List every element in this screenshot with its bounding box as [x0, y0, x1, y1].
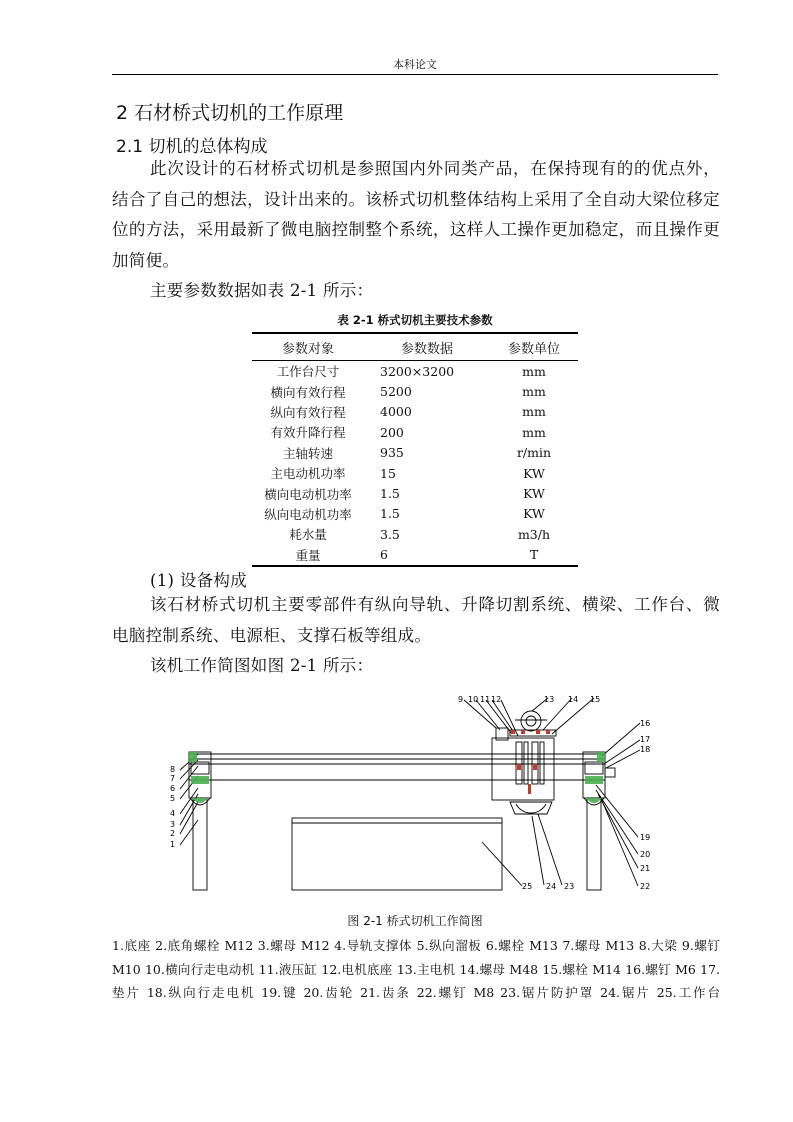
callout-label: 14	[568, 695, 579, 704]
table-intro-paragraph: 主要参数数据如表 2-1 所示：	[150, 281, 374, 300]
table-cell: 3200×3200	[380, 363, 455, 379]
table-cell: 重量	[252, 545, 364, 566]
table-cell: 耗水量	[289, 527, 327, 543]
callout-label: 1	[170, 840, 176, 849]
table-cell: mm	[522, 424, 546, 440]
callout-label: 8	[170, 765, 176, 774]
callout-labels	[170, 695, 650, 891]
table-row	[252, 463, 578, 483]
table-cell: KW	[523, 486, 545, 502]
figure-intro-paragraph: 该机工作简图如图 2-1 所示：	[150, 656, 374, 675]
table-cell: 200	[380, 424, 404, 440]
callout-label: 25	[522, 882, 533, 891]
header-rule	[112, 74, 718, 75]
main-motor	[521, 711, 541, 731]
table-cell: mm	[522, 384, 546, 400]
callout-label: 11	[480, 695, 491, 704]
section-title: 2 石材桥式切机的工作原理	[116, 102, 344, 124]
longitudinal-motor	[605, 768, 615, 777]
table-caption: 表 2-1 桥式切机主要技术参数	[337, 313, 493, 327]
table-row	[252, 483, 578, 503]
callout-label: 3	[170, 820, 176, 829]
saw-blade	[516, 804, 546, 813]
callout-label: 2	[170, 829, 176, 838]
motor-bolt-highlight	[511, 730, 515, 734]
table-cell: 有效升降行程	[270, 425, 346, 441]
intro-paragraph: 此次设计的石材桥式切机是参照国内外同类产品，在保持现有的的优点外，结合了自己的想法，设计出来的。该桥式切机整体结构上采用了全自动大梁位移定位的方法，采用最新了微电脑控制整个系统，这样人工操作更加稳定，而且操作更加简便。	[112, 159, 720, 270]
callout-label: 20	[640, 850, 651, 859]
subsection-title: 2.1 切机的总体构成	[116, 137, 268, 157]
callout-label: 10	[468, 695, 479, 704]
table-cell: 纵向有效行程	[270, 404, 346, 420]
table-cell: 1.5	[380, 486, 400, 502]
blade-guard	[510, 802, 552, 814]
table-row	[252, 422, 578, 442]
callout-label: 21	[640, 864, 651, 873]
table-cell: 15	[380, 465, 396, 481]
table-cell: 4000	[380, 404, 412, 420]
table-cell: mm	[522, 404, 546, 420]
table-cell: r/min	[516, 445, 552, 461]
column-header: 参数对象	[252, 333, 364, 361]
table-cell: KW	[523, 506, 545, 522]
callout-label: 9	[458, 695, 464, 704]
table-row	[252, 381, 578, 401]
callout-label: 24	[546, 882, 557, 891]
callout-label: 23	[564, 882, 575, 891]
callout-label: 15	[590, 695, 601, 704]
callout-label: 5	[170, 794, 176, 803]
page-header: 本科论文	[393, 58, 437, 71]
callout-label: 18	[640, 745, 651, 754]
table-cell: 纵向电动机功率	[264, 506, 352, 522]
work-table	[292, 818, 502, 890]
table-cell: 横向有效行程	[270, 384, 346, 400]
callout-label: 13	[544, 695, 555, 704]
table-cell: 主电动机功率	[270, 466, 346, 482]
left-base-column	[193, 798, 207, 890]
callout-label: 22	[640, 882, 651, 891]
list-item-equipment: (1) 设备构成	[150, 571, 248, 590]
table-cell: 工作台尺寸	[276, 364, 340, 380]
table-cell: 横向电动机功率	[264, 486, 352, 502]
callout-label: 12	[491, 695, 502, 704]
table-cell: 935	[380, 445, 404, 461]
table-cell: 主轴转速	[282, 445, 333, 461]
column-header: 参数单位	[490, 333, 578, 361]
left-bracket-highlight	[189, 752, 197, 762]
hydraulic-cylinder	[516, 742, 522, 784]
callout-label: 4	[170, 809, 176, 818]
callout-label: 16	[640, 719, 651, 728]
table-header-row	[252, 333, 578, 361]
callout-label: 6	[170, 784, 176, 793]
table-cell: m3/h	[517, 526, 551, 542]
cutting-carriage	[492, 738, 554, 800]
table-cell: KW	[523, 465, 545, 481]
table-row	[252, 504, 578, 524]
table-cell: T	[490, 545, 578, 566]
right-bracket-highlight	[597, 752, 605, 762]
table-row	[252, 361, 578, 382]
table-row	[252, 545, 578, 566]
table-cell: 6	[364, 545, 490, 566]
table-cell: 3.5	[380, 526, 400, 542]
parameter-table	[252, 332, 578, 567]
table-cell: 5200	[380, 384, 412, 400]
figure-caption: 图 2-1 桥式切机工作简图	[347, 914, 483, 928]
components-paragraph: 该石材桥式切机主要零部件有纵向导轨、升降切割系统、横梁、工作台、微电脑控制系统、电源柜、支撑石板等组成。	[112, 595, 720, 645]
callout-label: 7	[170, 774, 176, 783]
table-cell: mm	[522, 363, 546, 379]
bridge-saw-diagram	[160, 690, 660, 900]
column-header: 参数数据	[364, 333, 490, 361]
figure-legend: 1.底座 2.底角螺栓 M12 3.螺母 M12 4.导轨支撑体 5.纵向溜板 6.螺栓 M13 7.螺母 M13 8.大梁 9.螺钉 M10 10.横向行走电动机 11.液压缸 12.电机底座 13.主电机 14.螺母 M48 15.螺栓 M14 16.螺钉 M6 17.垫片 18.纵向行走电机 19.键 20.齿轮 21.齿条 22.螺钉 M8 23.锯片防护罩 24.锯片 25.工作台	[112, 938, 720, 1000]
table-row	[252, 443, 578, 463]
table-row	[252, 524, 578, 544]
table-row	[252, 402, 578, 422]
callout-label: 17	[640, 735, 651, 744]
table-cell: 1.5	[380, 506, 400, 522]
right-base-column	[587, 798, 601, 890]
callout-label: 19	[640, 833, 651, 842]
